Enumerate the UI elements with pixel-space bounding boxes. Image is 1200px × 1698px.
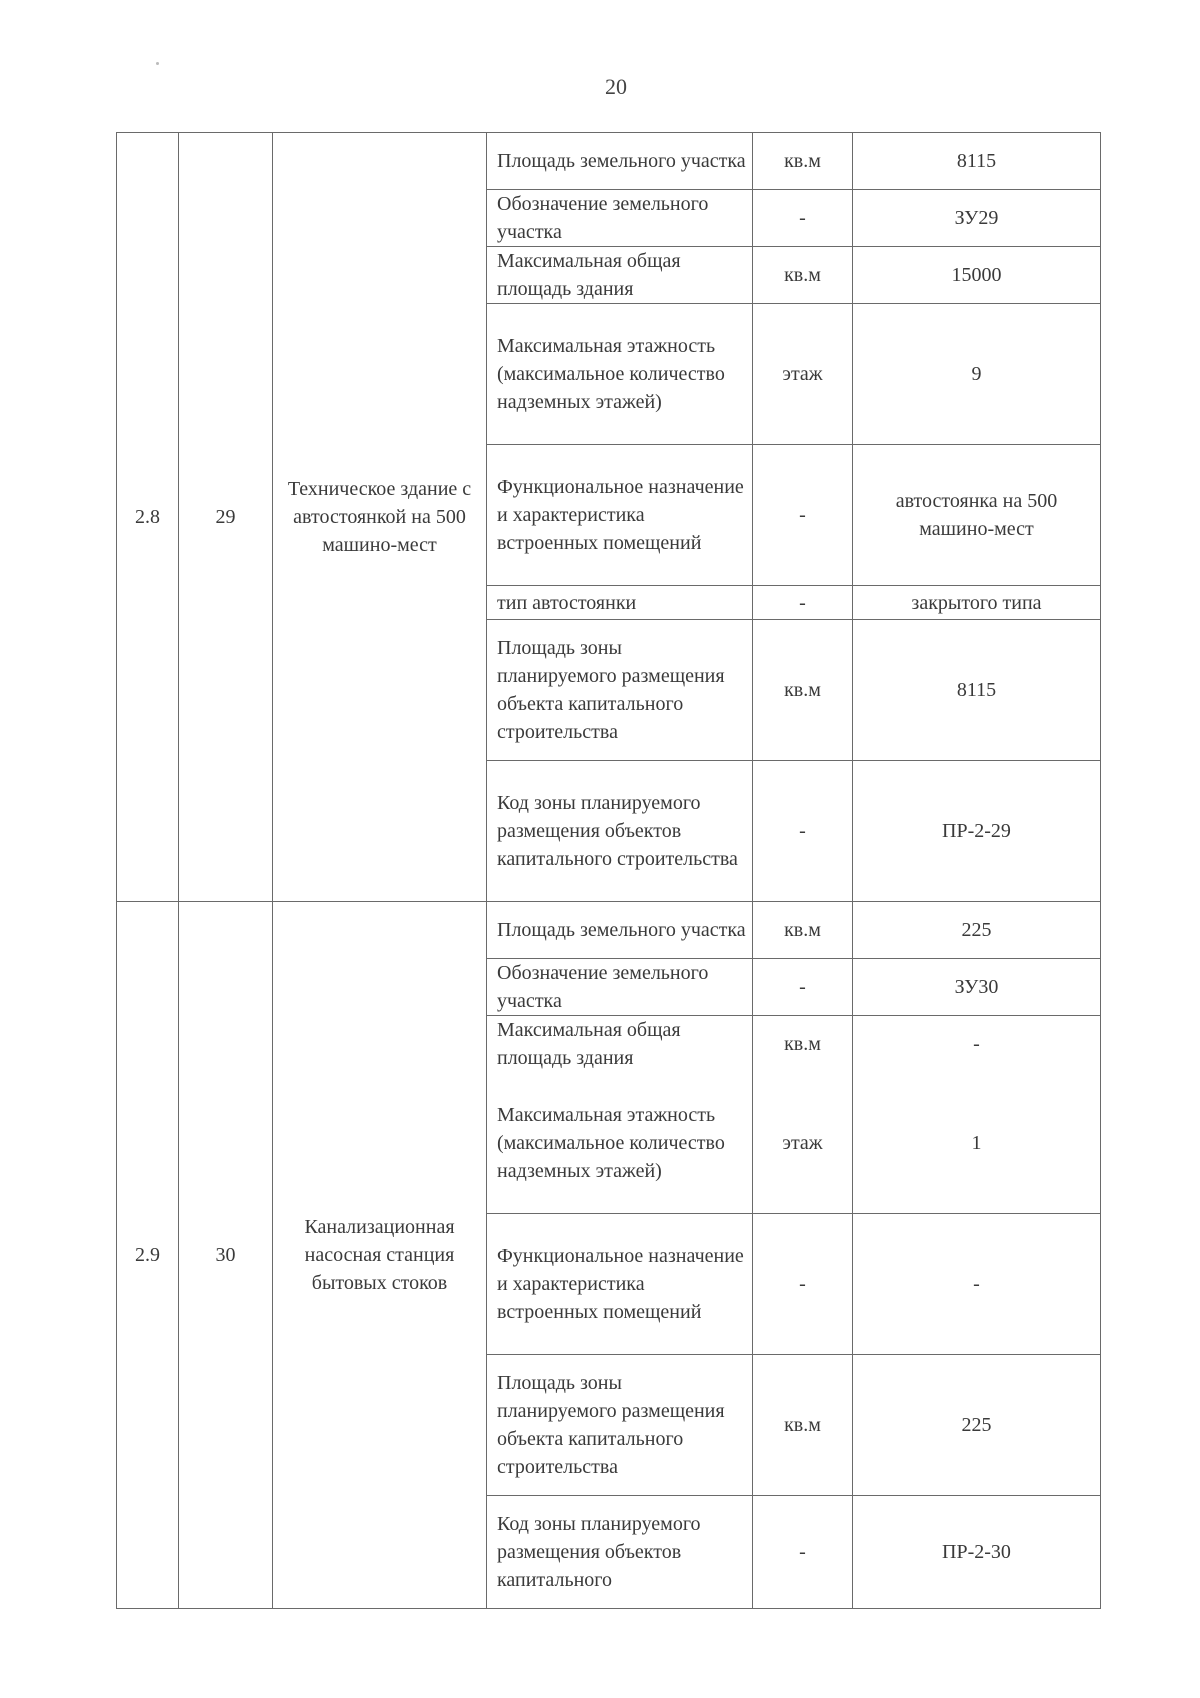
parameter-unit: кв.м: [753, 247, 853, 304]
parameter-value: 225: [853, 1355, 1101, 1496]
parameter-unit: кв.м: [753, 902, 853, 959]
table-row: [117, 133, 1101, 190]
parameter-value: 8115: [853, 133, 1101, 190]
parameter-name: Обозначение земельного участка: [487, 959, 753, 1016]
table-row: [117, 902, 1101, 959]
parameter-name: Код зоны планируемого размещения объектов капитального: [487, 1496, 753, 1609]
section-number: 2.9: [117, 902, 179, 1609]
parameter-value: ЗУ30: [853, 959, 1101, 1016]
parameter-name: Площадь зоны планируемого размещения объекта капитального строительства: [487, 1355, 753, 1496]
parameter-name: Функциональное назначение и характеристика встроенных помещений: [487, 1214, 753, 1355]
parameter-name: Максимальная общая площадь здания: [487, 247, 753, 304]
parameter-value: 1: [853, 1073, 1101, 1214]
section-number: 2.8: [117, 133, 179, 902]
page-number: 20: [605, 74, 627, 99]
parameter-name: Максимальная этажность (максимальное количество надземных этажей): [487, 1073, 753, 1214]
parameter-name: Максимальная этажность (максимальное количество надземных этажей): [487, 304, 753, 445]
parameter-unit: -: [753, 1214, 853, 1355]
parameter-value: ПР-2-29: [853, 761, 1101, 902]
parameter-value: ПР-2-30: [853, 1496, 1101, 1609]
object-name: Техническое здание с автостоянкой на 500 машино-мест: [273, 133, 487, 902]
scan-speck: [156, 62, 159, 65]
parameter-unit: кв.м: [753, 133, 853, 190]
parameter-value: 225: [853, 902, 1101, 959]
parameter-value: 15000: [853, 247, 1101, 304]
object-name: Канализационная насосная станция бытовых стоков: [273, 902, 487, 1609]
parameter-unit: этаж: [753, 1073, 853, 1214]
parameter-unit: кв.м: [753, 620, 853, 761]
parameter-name: Максимальная общая площадь здания: [487, 1016, 753, 1073]
parameters-table: [116, 132, 1101, 1609]
parameter-name: Обозначение земельного участка: [487, 190, 753, 247]
parameter-name: Площадь земельного участка: [487, 133, 753, 190]
parameter-value: -: [853, 1016, 1101, 1073]
parameter-name: Площадь земельного участка: [487, 902, 753, 959]
parameter-unit: -: [753, 1496, 853, 1609]
parameter-unit: -: [753, 586, 853, 620]
parameter-name: Функциональное назначение и характеристика встроенных помещений: [487, 445, 753, 586]
parameter-unit: этаж: [753, 304, 853, 445]
parameter-value: 9: [853, 304, 1101, 445]
parameter-value: -: [853, 1214, 1101, 1355]
parameter-unit: -: [753, 761, 853, 902]
parameter-value: автостоянка на 500 машино-мест: [853, 445, 1101, 586]
object-number: 30: [179, 902, 273, 1609]
parameter-name: Площадь зоны планируемого размещения объекта капитального строительства: [487, 620, 753, 761]
parameter-name: Код зоны планируемого размещения объектов капитального строительства: [487, 761, 753, 902]
object-number: 29: [179, 133, 273, 902]
parameter-value: 8115: [853, 620, 1101, 761]
parameter-unit: кв.м: [753, 1016, 853, 1073]
parameter-unit: -: [753, 190, 853, 247]
parameter-name: тип автостоянки: [487, 586, 753, 620]
parameter-unit: -: [753, 445, 853, 586]
parameter-unit: -: [753, 959, 853, 1016]
parameter-value: закрытого типа: [853, 586, 1101, 620]
parameter-value: ЗУ29: [853, 190, 1101, 247]
parameter-unit: кв.м: [753, 1355, 853, 1496]
